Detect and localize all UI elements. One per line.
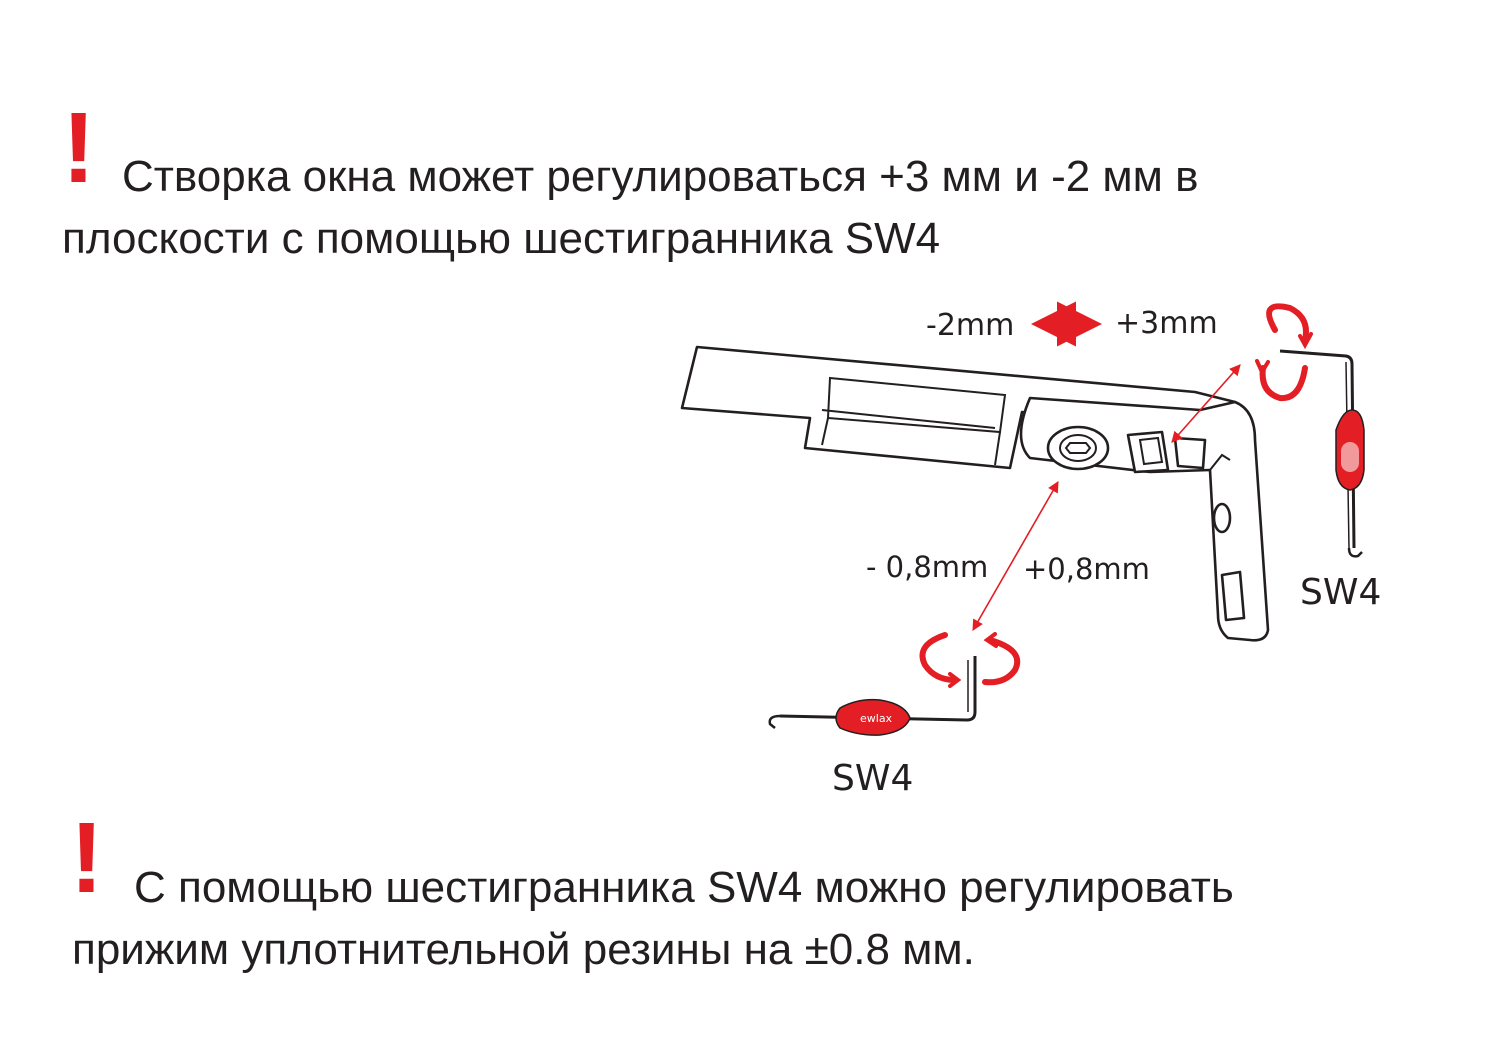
tool-right-label: SW4 (1300, 572, 1382, 613)
rotate-arrows-icon (923, 634, 1018, 686)
plus-3mm-label: +3mm (1115, 306, 1218, 341)
hex-key-icon (770, 656, 975, 735)
note-line: Створка окна может регулироваться +3 мм и -2 мм в (122, 152, 1199, 201)
hinge-bracket (682, 347, 1268, 640)
note-line: С помощью шестигранника SW4 можно регулировать (134, 863, 1234, 912)
plus-0-8mm-label: +0,8mm (1023, 552, 1150, 586)
note-line: прижим уплотнительной резины на ±0.8 мм. (72, 925, 975, 974)
minus-2mm-label: -2mm (926, 308, 1015, 343)
exclamation-icon: ! (70, 802, 104, 914)
hex-key-icon (1280, 351, 1364, 556)
tool-brand-label: ewlax (860, 712, 893, 725)
note-line: плоскости с помощью шестигранника SW4 (62, 214, 941, 263)
tool-bottom-label: SW4 (832, 758, 914, 799)
exclamation-icon: ! (62, 92, 96, 204)
minus-0-8mm-label: - 0,8mm (866, 550, 989, 584)
